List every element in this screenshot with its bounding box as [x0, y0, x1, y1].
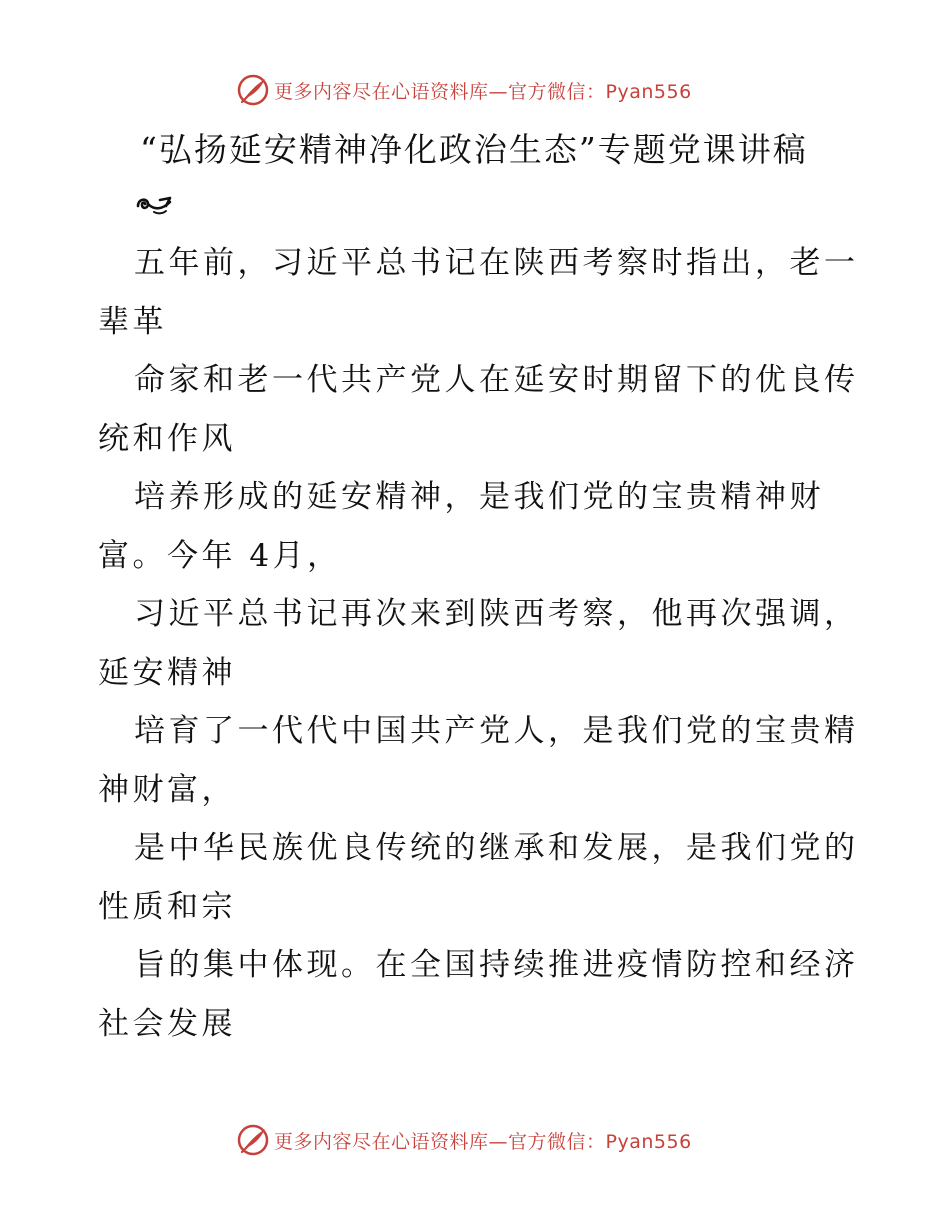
feather-logo-icon: [236, 1123, 270, 1157]
body-text: [0, 234, 950, 1053]
watermark-text: 更多内容尽在心语资料库—官方微信：Pyan556: [274, 80, 692, 103]
paragraph-line: 神财富，: [98, 771, 236, 808]
paragraph-line: 社会发展: [98, 1005, 236, 1042]
paragraph-line: 五年前，习近平总书记在陕西考察时指出，老一: [134, 245, 859, 281]
paragraph-line: 命家和老一代共产党人在延安时期留下的优良传: [134, 362, 859, 398]
paragraph-line: 培育了一代代中国共产党人，是我们党的宝贵精: [134, 713, 859, 749]
paragraph-line: 旨的集中体现。在全国持续推进疫情防控和经济: [134, 947, 859, 983]
swirl-ornament-icon: [132, 190, 174, 218]
footer-watermark: [236, 1120, 756, 1160]
paragraph-line: 习近平总书记再次来到陕西考察，他再次强调，: [134, 596, 859, 632]
paragraph-line: 性质和宗: [98, 888, 236, 925]
paragraph-line: 是中华民族优良传统的继承和发展，是我们党的: [134, 830, 859, 866]
feather-logo-icon: [236, 73, 270, 107]
watermark-text: 更多内容尽在心语资料库—官方微信：Pyan556: [274, 1130, 692, 1153]
paragraph-line: 培养形成的延安精神，是我们党的宝贵精神财: [134, 479, 824, 515]
paragraph-line: 辈革: [98, 303, 167, 340]
paragraph-line: 富。今年 4月，: [98, 537, 342, 574]
document-title: “弘扬延安精神净化政治生态”专题党课讲稿: [140, 130, 808, 169]
paragraph-line: 统和作风: [98, 420, 236, 457]
header-watermark: [236, 70, 756, 110]
paragraph-line: 延安精神: [98, 654, 236, 691]
